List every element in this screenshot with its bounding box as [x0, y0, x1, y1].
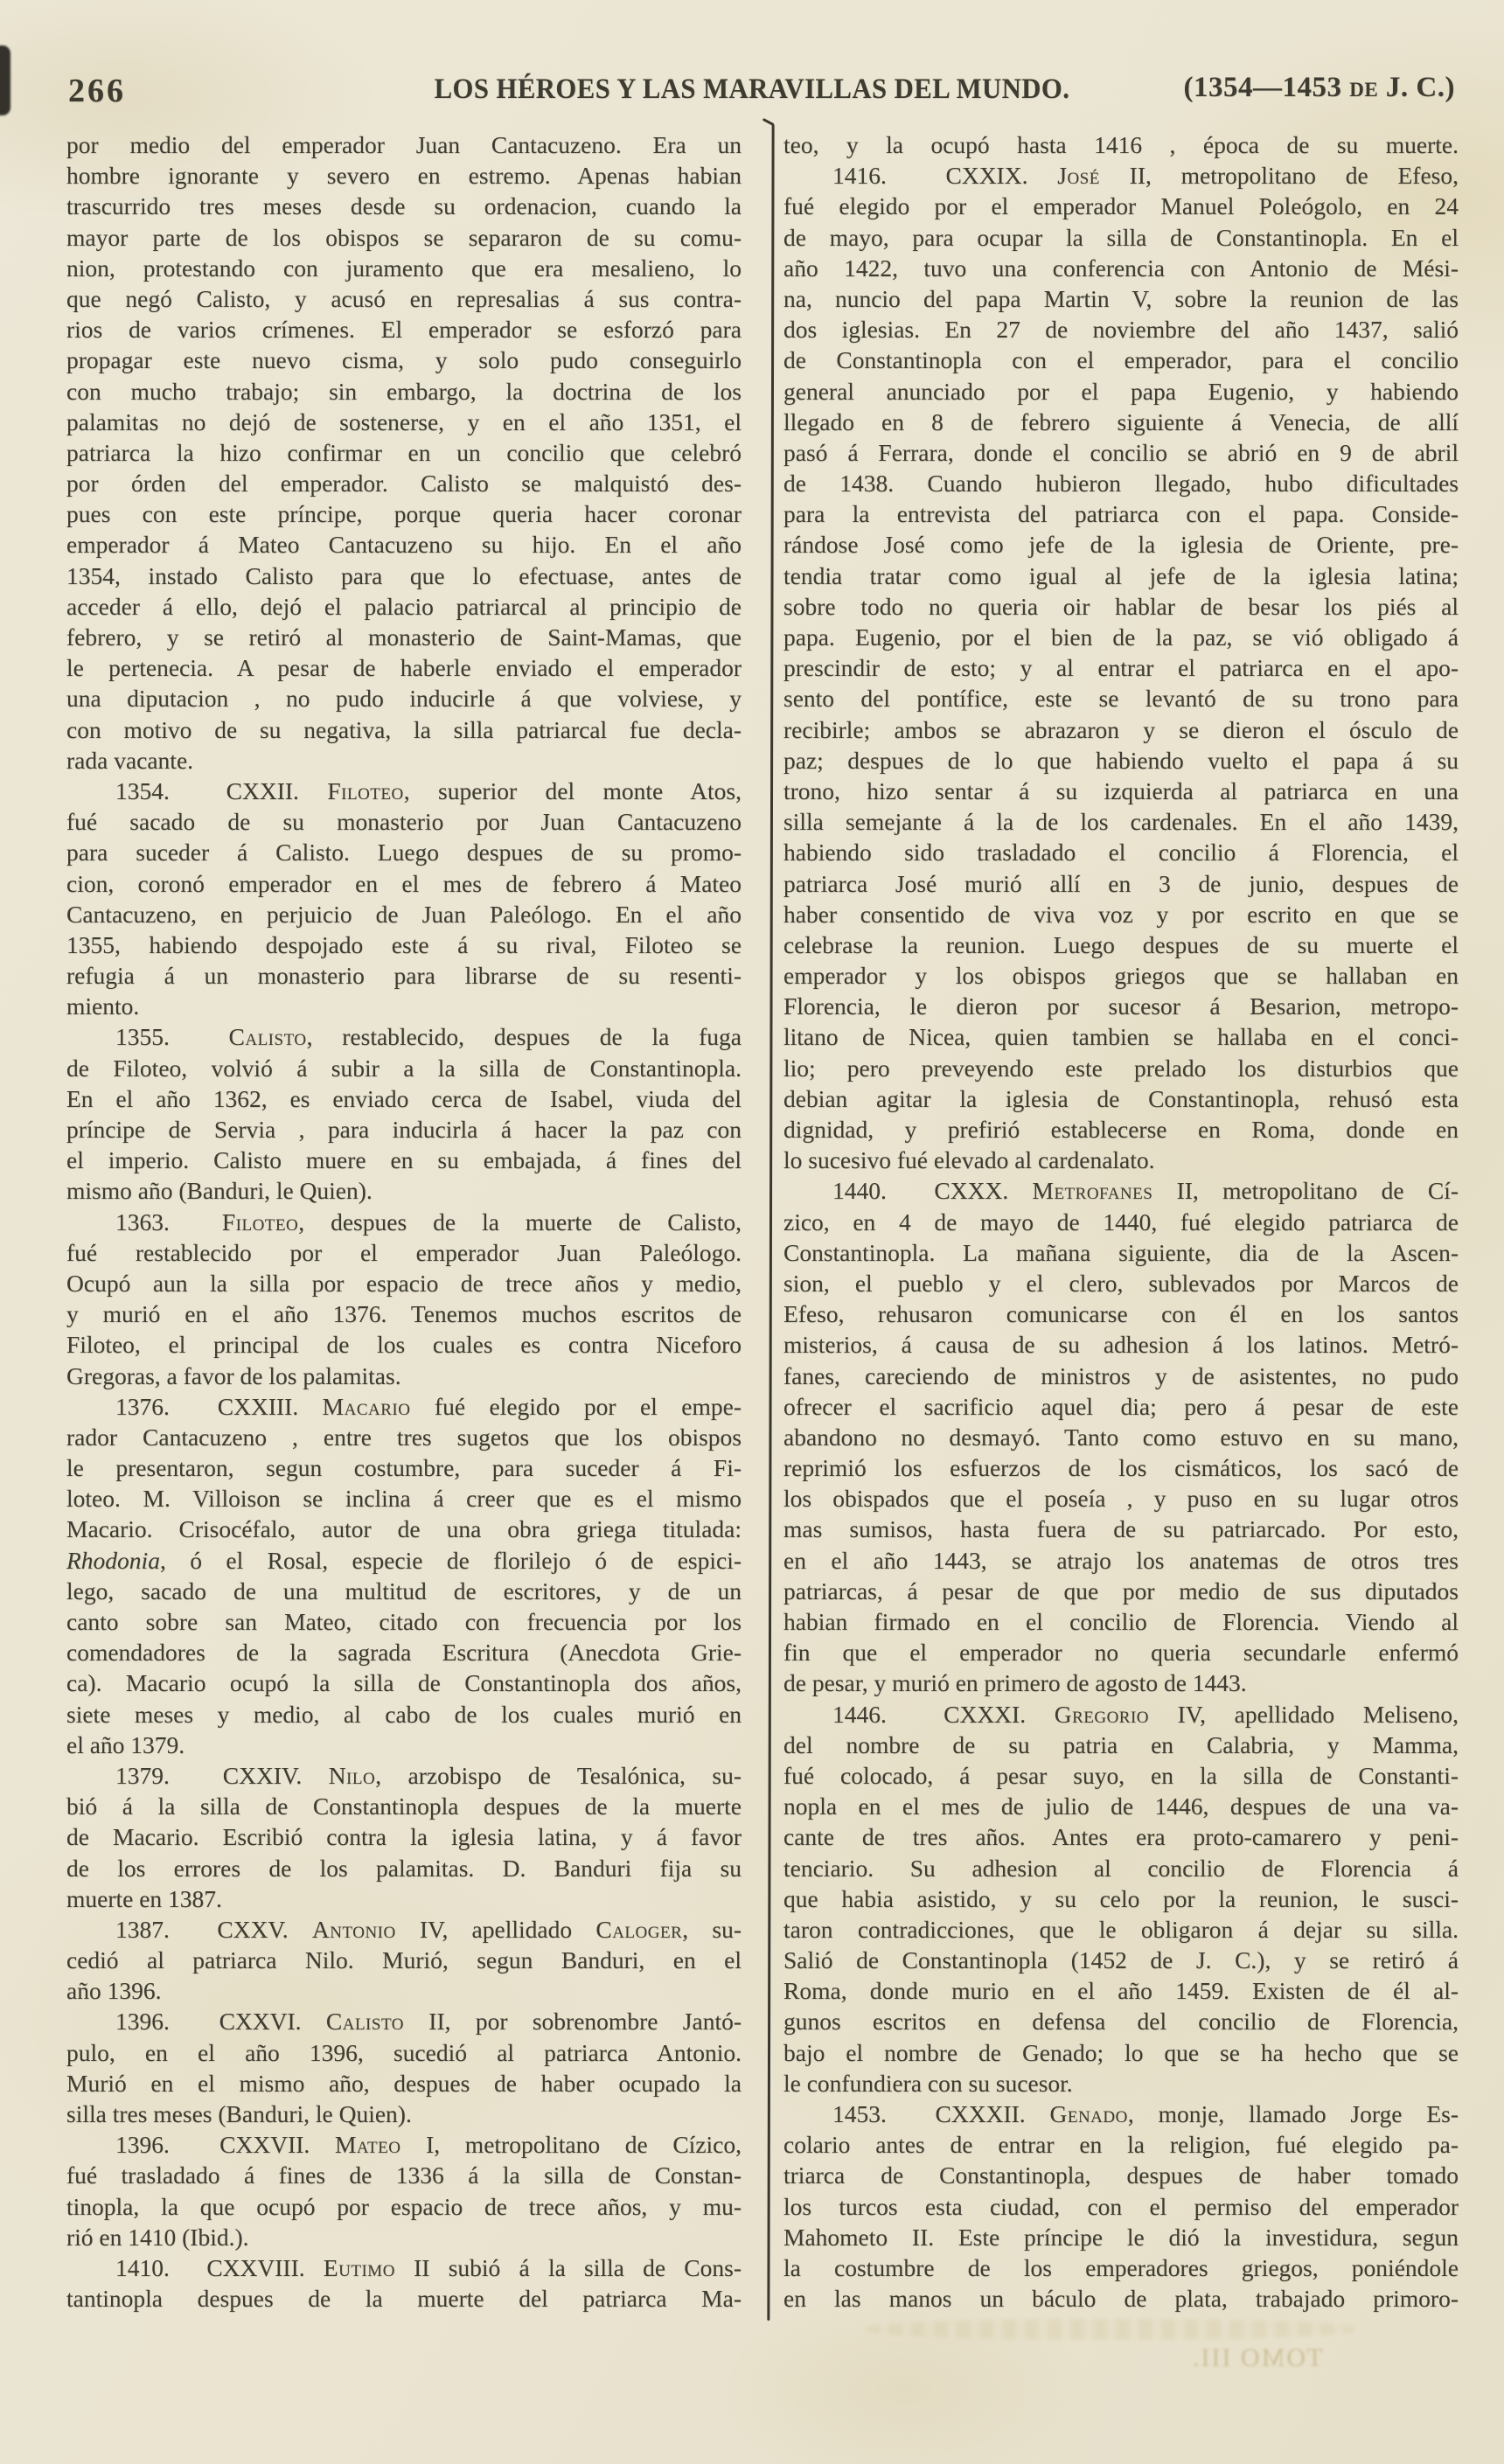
- page-number: 266: [68, 73, 126, 109]
- text-line: fué colocado, á pesar suyo, en la silla de Constanti-: [783, 1761, 1459, 1789]
- text-line: habian firmado en el concilio de Florencia. Viendo al: [783, 1608, 1459, 1635]
- text-line: sento del pontífice, este se levantó de su trono para: [783, 685, 1459, 713]
- text-line: la costumbre de los emperadores griegos, poniéndole: [783, 2253, 1459, 2281]
- text-line: 1379. CXXIV. Nilo, arzobispo de Tesalónica, su-: [115, 1761, 742, 1789]
- paragraph: [783, 160, 1459, 1175]
- paragraph: [66, 2006, 742, 2129]
- text-line: los obispados que el poseía , y puso en su lugar otros: [783, 1485, 1459, 1513]
- text-line: del nombre de su patria en Calabria, y Mamma,: [783, 1730, 1459, 1758]
- text-line: Cantacuzeno, en perjuicio de Juan Paleólogo. En el año: [66, 900, 742, 928]
- text-line: Murió en el mismo año, despues de haber ocupado la: [66, 2069, 742, 2097]
- text-line: le presentaron, segun costumbre, para suceder á Fi-: [66, 1454, 742, 1482]
- text-line: y murió en el año 1376. Tenemos muchos escritos de: [66, 1300, 742, 1328]
- text-line: de Constantinopla con el emperador, para el concilio: [783, 346, 1459, 374]
- text-line: Gregoras, a favor de los palamitas.: [66, 1361, 401, 1389]
- text-line: cion, coronó emperador en el mes de febrero á Mateo: [66, 869, 742, 897]
- text-line: bajo el nombre de Genado; lo que se ha hecho que se: [783, 2038, 1459, 2066]
- text-line: 1387. CXXV. Antonio IV, apellidado Caloger, su-: [115, 1915, 742, 1943]
- text-line: mismo año (Banduri, le Quien).: [66, 1177, 373, 1205]
- text-line: misterios, á causa de su adhesion á los latinos. Metró-: [783, 1331, 1459, 1359]
- paragraph: [66, 1021, 742, 1206]
- text-line: de los errores de los palamitas. D. Banduri fija su: [66, 1854, 742, 1882]
- text-line: 1410. CXXVIII. Eutimo II subió á la silla de Cons-: [115, 2253, 742, 2281]
- text-line: dignidad, y prefirió establecerse en Roma, donde en: [783, 1116, 1459, 1143]
- text-line: haber consentido de viva voz y por escrito en que se: [783, 900, 1459, 928]
- text-line: loteo. M. Villoison se inclina á creer que es el mismo: [66, 1485, 742, 1513]
- text-line: fanes, careciendo de ministros y de asistentes, no pudo: [783, 1361, 1459, 1389]
- text-line: 1355. Calisto, restablecido, despues de la fuga: [115, 1023, 742, 1051]
- column-left: [66, 129, 742, 2314]
- text-line: tinopla, la que ocupó por espacio de trece años, y mu-: [66, 2192, 742, 2220]
- text-line: acceder á ello, dejó el palacio patriarcal al principio de: [66, 592, 742, 620]
- text-line: príncipe de Servia , para inducirla á hacer la paz con: [66, 1116, 742, 1143]
- text-line: por órden del emperador. Calisto se malquistó des-: [66, 470, 742, 498]
- text-line: Constantinopla. La mañana siguiente, dia de la Ascen-: [783, 1238, 1459, 1266]
- text-line: zico, en 4 de mayo de 1440, fué elegido patriarca de: [783, 1208, 1459, 1235]
- text-line: Mahometo II. Este príncipe le dió la investidura, segun: [783, 2223, 1459, 2251]
- text-line: que negó Calisto, y acusó en represalias á sus contra-: [66, 284, 742, 312]
- text-line: taron contradicciones, que le obligaron á dejar su silla.: [783, 1915, 1459, 1943]
- text-line: ca). Macario ocupó la silla de Constantinopla dos años,: [66, 1669, 742, 1697]
- text-line: emperador á Mateo Cantacuzeno su hijo. En el año: [66, 531, 742, 559]
- paragraph: [66, 776, 742, 1022]
- text-line: una diputacion , no pudo inducirle á que volviese, y: [66, 685, 742, 713]
- paragraph: [783, 129, 1459, 160]
- text-line: fin que el emperador no queria secundarle enfermó: [783, 1639, 1459, 1667]
- text-line: 1446. CXXXI. Gregorio IV, apellidado Meliseno,: [832, 1700, 1459, 1728]
- text-line: pasó á Ferrara, donde el concilio se abrió en 9 de abril: [783, 438, 1459, 466]
- text-line: lego, sacado de una multitud de escritores, y de un: [66, 1577, 742, 1604]
- text-line: muerte en 1387.: [66, 1884, 222, 1912]
- text-line: palamitas no dejó de sostenerse, y en el año 1351, el: [66, 407, 742, 435]
- text-line: Rhodonia, ó el Rosal, especie de florilejo ó de espici-: [66, 1546, 742, 1574]
- text-line: 1355, habiendo despojado este á su rival, Filoteo se: [66, 930, 742, 958]
- text-line: silla tres meses (Banduri, le Quien).: [66, 2100, 412, 2127]
- text-line: nion, protestando con juramento que era mesalieno, lo: [66, 254, 742, 282]
- paragraph: [66, 1760, 742, 1914]
- text-line: el año 1379.: [66, 1730, 185, 1758]
- text-line: En el año 1362, es enviado cerca de Isabel, viuda del: [66, 1084, 742, 1112]
- text-line: en el año 1443, se atrajo los anatemas de otros tres: [783, 1546, 1459, 1574]
- text-line: habiendo sido trasladado el concilio á Florencia, el: [783, 839, 1459, 867]
- text-line: 1376. CXXIII. Macario fué elegido por el empe-: [115, 1392, 742, 1420]
- paragraph: [66, 1391, 742, 1760]
- text-line: año 1422, tuvo una conferencia con Antonio de Mési-: [783, 254, 1459, 282]
- text-line: bió á la silla de Constantinopla despues de la muerte: [66, 1792, 742, 1820]
- bleedthrough-text: TOMO III.: [1191, 2343, 1323, 2372]
- bleedthrough-smudge: [866, 2319, 1355, 2340]
- text-line: rada vacante.: [66, 746, 194, 774]
- text-line: 1354, instado Calisto para que lo efectuase, antes de: [66, 561, 742, 589]
- text-line: cante de tres años. Antes era proto-camarero y peni-: [783, 1823, 1459, 1851]
- text-line: canto sobre san Mateo, citado con frecuencia por los: [66, 1608, 742, 1635]
- paragraph: [66, 2252, 742, 2314]
- text-line: fué restablecido por el emperador Juan Paleólogo.: [66, 1238, 742, 1266]
- text-line: fué sacado de su monasterio por Juan Cantacuzeno: [66, 808, 742, 836]
- text-line: en las manos un báculo de plata, trabajado primoro-: [783, 2285, 1459, 2313]
- text-line: 1453. CXXXII. Genado, monje, llamado Jorge Es-: [832, 2100, 1459, 2127]
- text-line: patriarca José murió allí en 3 de junio, despues de: [783, 869, 1459, 897]
- text-line: gunos escritos en defensa del concilio de Florencia,: [783, 2008, 1459, 2036]
- text-line: dos iglesias. En 27 de noviembre del año 1437, salió: [783, 316, 1459, 344]
- paragraph: [66, 129, 742, 776]
- text-line: tenciario. Su adhesion al concilio de Florencia á: [783, 1854, 1459, 1882]
- text-line: teo, y la ocupó hasta 1416 , época de su muerte.: [783, 131, 1459, 158]
- text-line: 1363. Filoteo, despues de la muerte de Calisto,: [115, 1208, 742, 1235]
- text-line: le confundiera con su sucesor.: [783, 2069, 1073, 2097]
- text-line: emperador y los obispos griegos que se hallaban en: [783, 962, 1459, 990]
- text-line: refugia á un monasterio para librarse de su resenti-: [66, 962, 742, 990]
- text-line: año 1396.: [66, 1977, 162, 2005]
- text-line: hombre ignorante y severo en estremo. Apenas habian: [66, 162, 742, 190]
- running-title: LOS HÉROES Y LAS MARAVILLAS DEL MUNDO.: [434, 73, 1070, 105]
- text-line: febrero, y se retiró al monasterio de Saint-Mamas, que: [66, 623, 742, 651]
- text-line: fué elegido por el emperador Manuel Poleógolo, en 24: [783, 192, 1459, 220]
- text-line: Ocupó aun la silla por espacio de trece años y medio,: [66, 1269, 742, 1297]
- text-line: Roma, donde murio en el año 1459. Existen de él al-: [783, 1977, 1459, 2005]
- text-line: de pesar, y murió en primero de agosto de 1443.: [783, 1669, 1247, 1697]
- text-line: Florencia, le dieron por sucesor á Besarion, metropo-: [783, 992, 1459, 1020]
- text-line: para la entrevista del patriarca con el papa. Conside-: [783, 500, 1459, 528]
- text-line: debian agitar la iglesia de Constantinopla, rehusó esta: [783, 1084, 1459, 1112]
- text-line: papa. Eugenio, por el bien de la paz, se vió obligado á: [783, 623, 1459, 651]
- text-line: de 1438. Cuando hubieron llegado, hubo dificultades: [783, 470, 1459, 498]
- text-line: que habia asistido, y su celo por la reunion, le susci-: [783, 1884, 1459, 1912]
- text-line: triarca de Constantinopla, despues de haber tomado: [783, 2161, 1459, 2189]
- text-line: con motivo de su negativa, la silla patriarcal fue decla-: [66, 715, 742, 743]
- text-line: prescindir de esto; y al entrar el patriarca en el apo-: [783, 654, 1459, 682]
- text-line: litano de Nicea, quien tambien se hallaba en el conci-: [783, 1023, 1459, 1051]
- column-right: [783, 129, 1459, 2314]
- text-line: 1396. CXXVI. Calisto II, por sobrenombre Jantó-: [115, 2008, 742, 2036]
- text-line: los turcos esta ciudad, con el permiso del emperador: [783, 2192, 1459, 2220]
- text-line: silla semejante á la de los cardenales. En el año 1439,: [783, 808, 1459, 836]
- paragraph: [783, 2099, 1459, 2314]
- text-line: nopla en el mes de julio de 1446, despues de una va-: [783, 1792, 1459, 1820]
- text-line: ofrecer el sacrificio aquel dia; pero á pesar de este: [783, 1392, 1459, 1420]
- text-line: de Filoteo, volvió á subir a la silla de Constantinopla.: [66, 1054, 742, 1082]
- text-line: 1396. CXXVII. Mateo I, metropolitano de Cízico,: [115, 2131, 742, 2159]
- text-line: trono, hizo sentar á su izquierda al patriarca en una: [783, 776, 1459, 804]
- text-line: el imperio. Calisto muere en su embajada, á fines del: [66, 1146, 742, 1174]
- text-line: paz; despues de lo que habiendo vuelto el papa á su: [783, 746, 1459, 774]
- text-line: Macario. Crisocéfalo, autor de una obra griega titulada:: [66, 1515, 742, 1543]
- text-line: con mucho trabajo; sin embargo, la doctrina de los: [66, 377, 742, 405]
- text-line: siete meses y medio, al cabo de los cuales murió en: [66, 1700, 742, 1728]
- text-line: 1354. CXXII. Filoteo, superior del monte Atos,: [115, 776, 742, 804]
- text-line: rándose José como jefe de la iglesia de Oriente, pre-: [783, 531, 1459, 559]
- text-line: comendadores de la sagrada Escritura (Anecdota Grie-: [66, 1639, 742, 1667]
- text-line: patriarca la hizo confirmar en un concilio que celebró: [66, 438, 742, 466]
- text-line: 1440. CXXX. Metrofanes II, metropolitano de Cí-: [832, 1177, 1459, 1205]
- text-line: de Macario. Escribió contra la iglesia latina, y á favor: [66, 1823, 742, 1851]
- text-line: por medio del emperador Juan Cantacuzeno. Era un: [66, 131, 742, 158]
- text-line: fué trasladado á fines de 1336 á la silla de Constan-: [66, 2161, 742, 2189]
- paragraph: [783, 1699, 1459, 2099]
- text-line: lio; pero preveyendo este prelado los disturbios que: [783, 1054, 1459, 1082]
- paragraph: [783, 1175, 1459, 1698]
- text-line: sion, el pueblo y el clero, sublevados por Marcos de: [783, 1269, 1459, 1297]
- text-line: recibirle; ambos se abrazaron y se dieron el ósculo de: [783, 715, 1459, 743]
- text-line: na, nuncio del papa Martin V, sobre la reunion de las: [783, 284, 1459, 312]
- text-line: trascurrido tres meses desde su ordenacion, cuando la: [66, 192, 742, 220]
- paragraph: [66, 1207, 742, 1391]
- text-line: pulo, en el año 1396, sucedió al patriarca Antonio.: [66, 2038, 742, 2066]
- scan-edge-ink-blob: [0, 45, 10, 115]
- text-line: mayor parte de los obispos se separaron de su comu-: [66, 223, 742, 251]
- text-line: patriarcas, á pesar de que por medio de sus diputados: [783, 1577, 1459, 1604]
- text-line: 1416. CXXIX. José II, metropolitano de Efeso,: [832, 162, 1459, 190]
- text-line: pues con este príncipe, porque queria hacer coronar: [66, 500, 742, 528]
- text-line: de mayo, para ocupar la silla de Constantinopla. En el: [783, 223, 1459, 251]
- paragraph: [66, 2129, 742, 2252]
- text-line: rió en 1410 (Ibid.).: [66, 2223, 249, 2251]
- text-line: rios de varios crímenes. El emperador se esforzó para: [66, 316, 742, 344]
- text-line: miento.: [66, 992, 140, 1020]
- text-line: abandono no desmayó. Tanto como estuvo en su mano,: [783, 1423, 1459, 1451]
- text-line: para suceder á Calisto. Luego despues de su promo-: [66, 839, 742, 867]
- text-line: reprimió los esfuerzos de los cismáticos, los sacó de: [783, 1454, 1459, 1482]
- text-line: colario antes de entrar en la religion, fué elegido pa-: [783, 2131, 1459, 2159]
- text-line: tendia tratar como igual al jefe de la iglesia latina;: [783, 561, 1459, 589]
- text-line: propagar este nuevo cisma, y solo pudo conseguirlo: [66, 346, 742, 374]
- text-line: sobre todo no queria oir hablar de besar los piés al: [783, 592, 1459, 620]
- text-line: cedió al patriarca Nilo. Murió, segun Banduri, en el: [66, 1946, 742, 1974]
- text-line: llegado en 8 de febrero siguiente á Venecia, de allí: [783, 407, 1459, 435]
- text-line: rador Cantacuzeno , entre tres sugetos que los obispos: [66, 1423, 742, 1451]
- text-line: lo sucesivo fué elevado al cardenalato.: [783, 1146, 1155, 1174]
- text-line: le pertenecia. A pesar de haberle enviado el emperador: [66, 654, 742, 682]
- text-line: general anunciado por el papa Eugenio, y habiendo: [783, 377, 1459, 405]
- text-line: Efeso, rehusaron comunicarse con él en los santos: [783, 1300, 1459, 1328]
- text-line: celebrase la reunion. Luego despues de su muerte el: [783, 930, 1459, 958]
- text-line: mas sumisos, hasta fuera de su patriarcado. Por esto,: [783, 1515, 1459, 1543]
- text-line: Filoteo, el principal de los cuales es contra Niceforo: [66, 1331, 742, 1359]
- column-divider-rule: [767, 124, 774, 2321]
- header-date-range: (1354—1453 de J. C.): [1183, 72, 1455, 103]
- paragraph: [66, 1914, 742, 2007]
- text-line: Salió de Constantinopla (1452 de J. C.), y se retiró á: [783, 1946, 1459, 1974]
- text-line: tantinopla despues de la muerte del patriarca Ma-: [66, 2285, 742, 2313]
